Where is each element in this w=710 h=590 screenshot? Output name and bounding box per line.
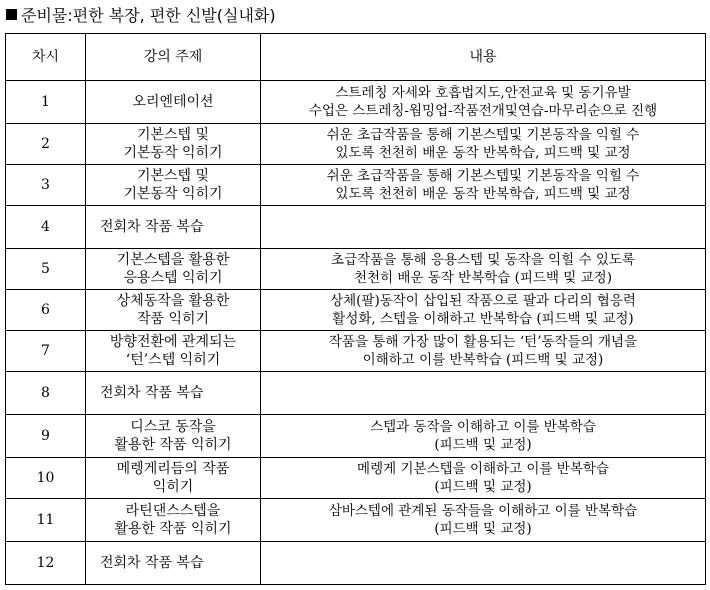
lesson-content: 스텝과 동작을 이해하고 이를 반복학습 (피드백 및 교정) <box>261 415 706 458</box>
lesson-content: 초급작품을 통해 응용스텝 및 동작을 익힐 수 있도록 천천히 배운 동작 반복학습 (피드백 및 교정) <box>261 249 706 290</box>
lesson-topic: 라틴댄스스텝을 활용한 작품 익히기 <box>86 499 261 542</box>
lesson-topic: 상체동작을 활용한 작품 익히기 <box>86 290 261 331</box>
column-header-topic: 강의 주제 <box>86 34 261 81</box>
lesson-topic: 오리엔테이션 <box>86 81 261 124</box>
table-row <box>6 81 706 124</box>
lesson-topic: 전회차 작품 복습 <box>86 542 261 585</box>
lesson-content <box>261 372 706 415</box>
table-row <box>6 331 706 372</box>
table-row <box>6 372 706 415</box>
lesson-topic: 기본스텝 및 기본동작 익히기 <box>86 124 261 165</box>
lesson-topic: 전회차 작품 복습 <box>86 206 261 249</box>
column-header-content: 내용 <box>261 34 706 81</box>
table-row <box>6 542 706 585</box>
session-number: 4 <box>6 206 86 249</box>
lesson-content: 메렝게 기본스텝을 이해하고 이를 반복학습 (피드백 및 교정) <box>261 458 706 499</box>
lesson-topic: 전회차 작품 복습 <box>86 372 261 415</box>
session-number: 9 <box>6 415 86 458</box>
session-number: 2 <box>6 124 86 165</box>
lesson-topic: 디스코 동작을 활용한 작품 익히기 <box>86 415 261 458</box>
table-header-row <box>6 34 706 81</box>
lesson-content: 쉬운 초급작품을 통해 기본스텝및 기본동작을 익힐 수 있도록 천천히 배운 동작 반복학습, 피드백 및 교정 <box>261 124 706 165</box>
session-number: 5 <box>6 249 86 290</box>
materials-text: 준비물:편한 복장, 편한 신발(실내화) <box>21 5 276 25</box>
session-number: 6 <box>6 290 86 331</box>
session-number: 12 <box>6 542 86 585</box>
lesson-schedule-table <box>5 33 706 585</box>
session-number: 7 <box>6 331 86 372</box>
table-row <box>6 290 706 331</box>
column-header-session: 차시 <box>6 34 86 81</box>
table-row <box>6 124 706 165</box>
lesson-content: 삼바스텝에 관계된 동작들을 이해하고 이를 반복학습 (피드백 및 교정) <box>261 499 706 542</box>
lesson-content: 작품을 통해 가장 많이 활용되는 ‘턴’동작들의 개념을 이해하고 이를 반복학습 (피드백 및 교정) <box>261 331 706 372</box>
table-row <box>6 499 706 542</box>
lesson-content: 쉬운 초급작품을 통해 기본스텝및 기본동작을 익힐 수 있도록 천천히 배운 동작 반복학습, 피드백 및 교정 <box>261 165 706 206</box>
lesson-topic: 기본스텝 및 기본동작 익히기 <box>86 165 261 206</box>
lesson-content <box>261 206 706 249</box>
table-row <box>6 458 706 499</box>
lesson-topic: 메렝게리듬의 작품 익히기 <box>86 458 261 499</box>
table-row <box>6 249 706 290</box>
black-square-bullet-icon <box>6 9 17 20</box>
lesson-content <box>261 542 706 585</box>
table-row <box>6 206 706 249</box>
session-number: 10 <box>6 458 86 499</box>
table-row <box>6 415 706 458</box>
lesson-topic: 방향전환에 관계되는 ‘턴’스텝 익히기 <box>86 331 261 372</box>
session-number: 3 <box>6 165 86 206</box>
session-number: 1 <box>6 81 86 124</box>
session-number: 8 <box>6 372 86 415</box>
session-number: 11 <box>6 499 86 542</box>
lesson-content: 스트레칭 자세와 호흡법지도,안전교육 및 동기유발 수업은 스트레칭-웜밍업-작품전개및연습-마무리순으로 진행 <box>261 81 706 124</box>
materials-header <box>6 2 276 26</box>
table-row <box>6 165 706 206</box>
lesson-content: 상체(팔)동작이 삽입된 작품으로 팔과 다리의 협응력 활성화, 스텝을 이해하고 반복학습 (피드백 및 교정) <box>261 290 706 331</box>
lesson-topic: 기본스텝을 활용한 응용스텝 익히기 <box>86 249 261 290</box>
